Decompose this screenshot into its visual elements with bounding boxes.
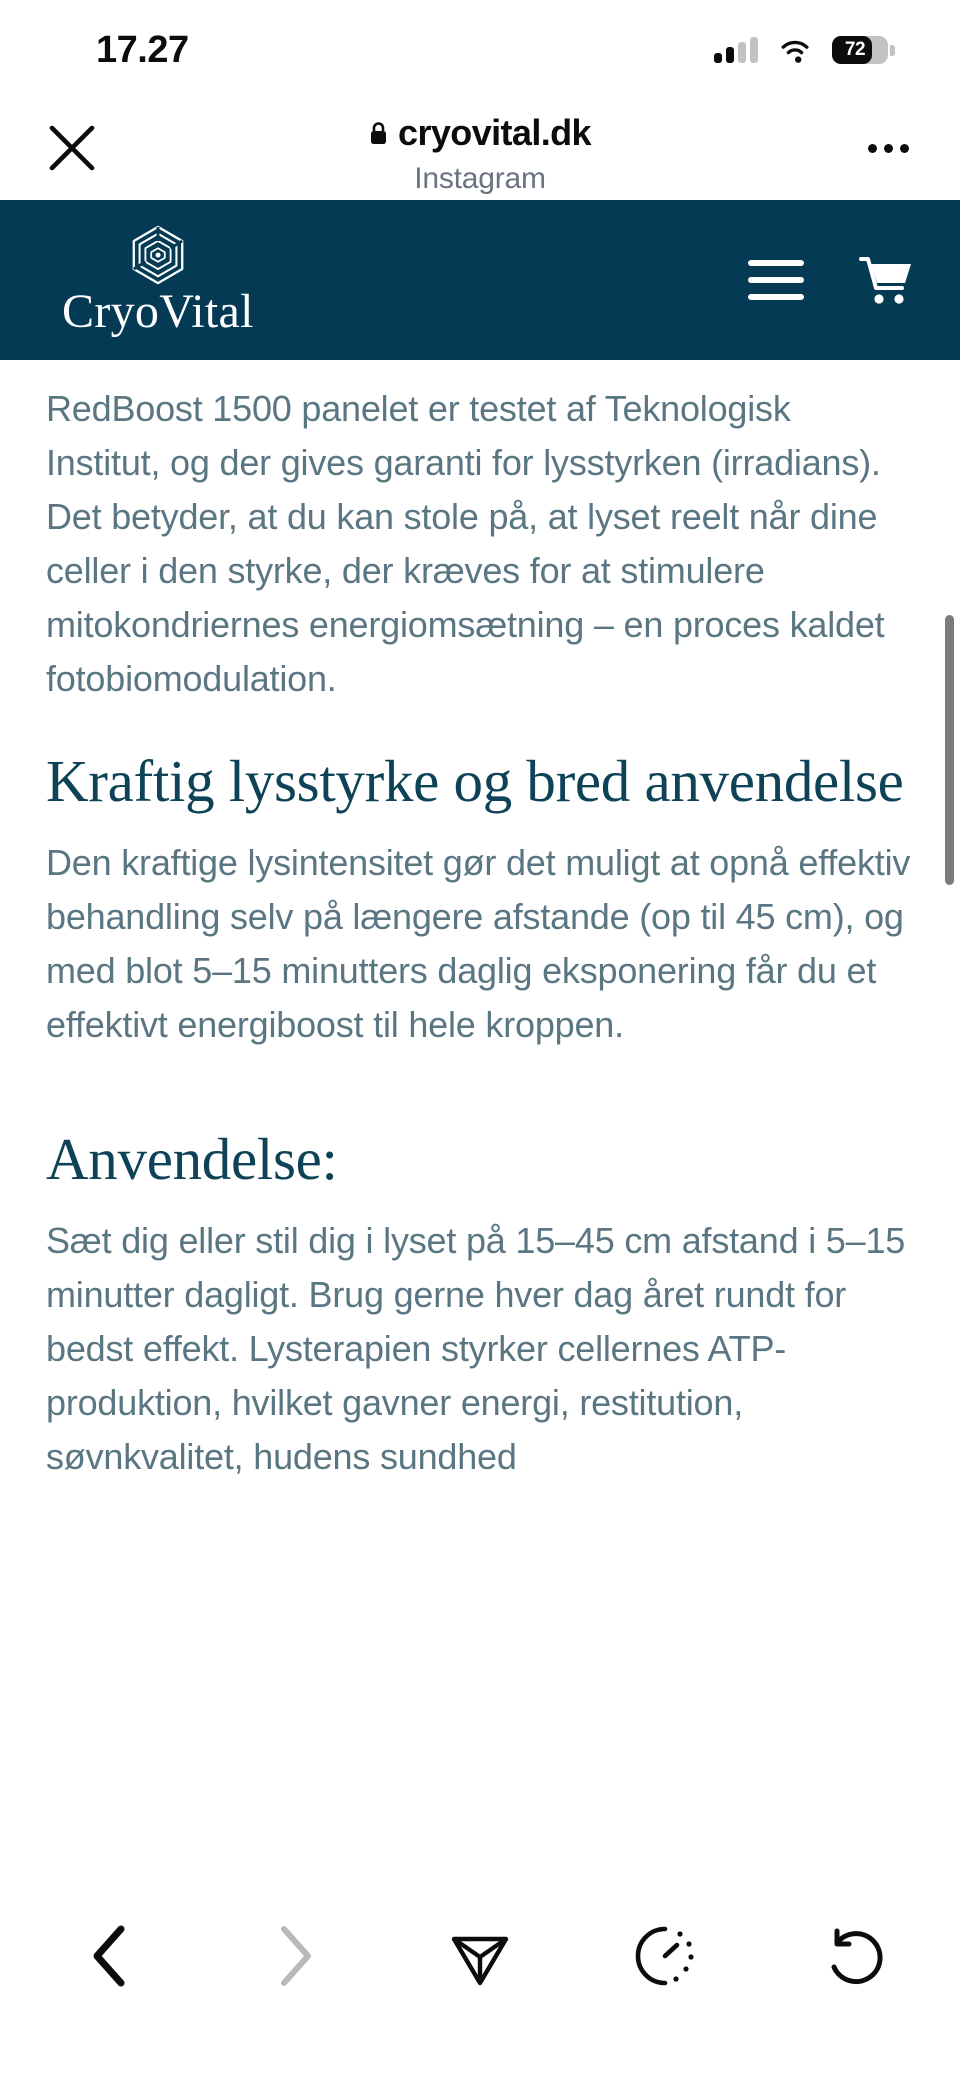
paragraph: RedBoost 1500 panelet er testet af Teknologisk Institut, og der gives garanti for lysstyrken (irradians). Det betyder, at du kan stole på, at lyset reelt når dine celler i den styrke, der kræves for at stimulere mitokondriernes energiomsætning – en proces kaldet fotobiomodulation. bbox=[46, 388, 885, 699]
article-body bbox=[46, 360, 914, 1484]
site-header-actions bbox=[748, 254, 914, 306]
site-brand-name: CryoVital bbox=[62, 285, 254, 338]
browser-bottom-toolbar bbox=[0, 1878, 960, 2078]
cryovital-hexagon-logo-icon bbox=[127, 224, 189, 286]
back-chevron-icon bbox=[83, 1923, 137, 1989]
cellular-signal-icon bbox=[714, 37, 758, 63]
shopping-cart-icon[interactable] bbox=[858, 254, 914, 306]
status-bar bbox=[0, 0, 960, 100]
browser-subtitle-label: Instagram bbox=[414, 162, 546, 195]
wifi-icon bbox=[778, 37, 812, 63]
browser-top-bar bbox=[0, 100, 960, 200]
page-content bbox=[0, 360, 960, 1878]
site-header bbox=[0, 200, 960, 360]
close-button[interactable] bbox=[40, 116, 104, 180]
timer-button[interactable] bbox=[617, 1908, 713, 2004]
hamburger-menu-icon[interactable] bbox=[748, 260, 804, 300]
battery-level-label: 72 bbox=[844, 39, 866, 60]
battery-icon bbox=[832, 36, 888, 64]
reload-icon bbox=[817, 1923, 883, 1989]
close-icon bbox=[47, 123, 97, 173]
site-logo[interactable] bbox=[62, 224, 254, 336]
forward-chevron-icon bbox=[268, 1923, 322, 1989]
section-heading: Anvendelse: bbox=[46, 1126, 338, 1192]
more-options-button[interactable] bbox=[856, 116, 920, 180]
browser-title-block bbox=[0, 112, 960, 196]
lock-icon bbox=[369, 121, 388, 146]
reload-button[interactable] bbox=[802, 1908, 898, 2004]
share-paper-plane-icon bbox=[447, 1923, 513, 1989]
vertical-scrollbar[interactable] bbox=[945, 615, 954, 885]
share-button[interactable] bbox=[432, 1908, 528, 2004]
more-options-icon bbox=[868, 144, 877, 153]
browsing-timer-icon bbox=[632, 1923, 698, 1989]
forward-button[interactable] bbox=[247, 1908, 343, 2004]
status-bar-time: 17.27 bbox=[96, 28, 189, 71]
page-domain-label: cryovital.dk bbox=[398, 112, 591, 153]
section-heading: Kraftig lysstyrke og bred anvendelse bbox=[46, 748, 904, 814]
status-bar-indicators bbox=[714, 36, 888, 64]
paragraph: Den kraftige lysintensitet gør det muligt at opnå effektiv behandling selv på længere afstande (op til 45 cm), og med blot 5–15 minutters daglig eksponering får du et effektivt energiboost til hele kroppen. bbox=[46, 842, 911, 1045]
paragraph: Sæt dig eller stil dig i lyset på 15–45 cm afstand i 5–15 minutter dagligt. Brug gerne hver dag året rundt for bedst effekt. Lysterapien styrker cellernes ATP-produktion, hvilket gavner energi, restitution, søvnkvalitet, hudens sundhed bbox=[46, 1220, 906, 1477]
back-button[interactable] bbox=[62, 1908, 158, 2004]
